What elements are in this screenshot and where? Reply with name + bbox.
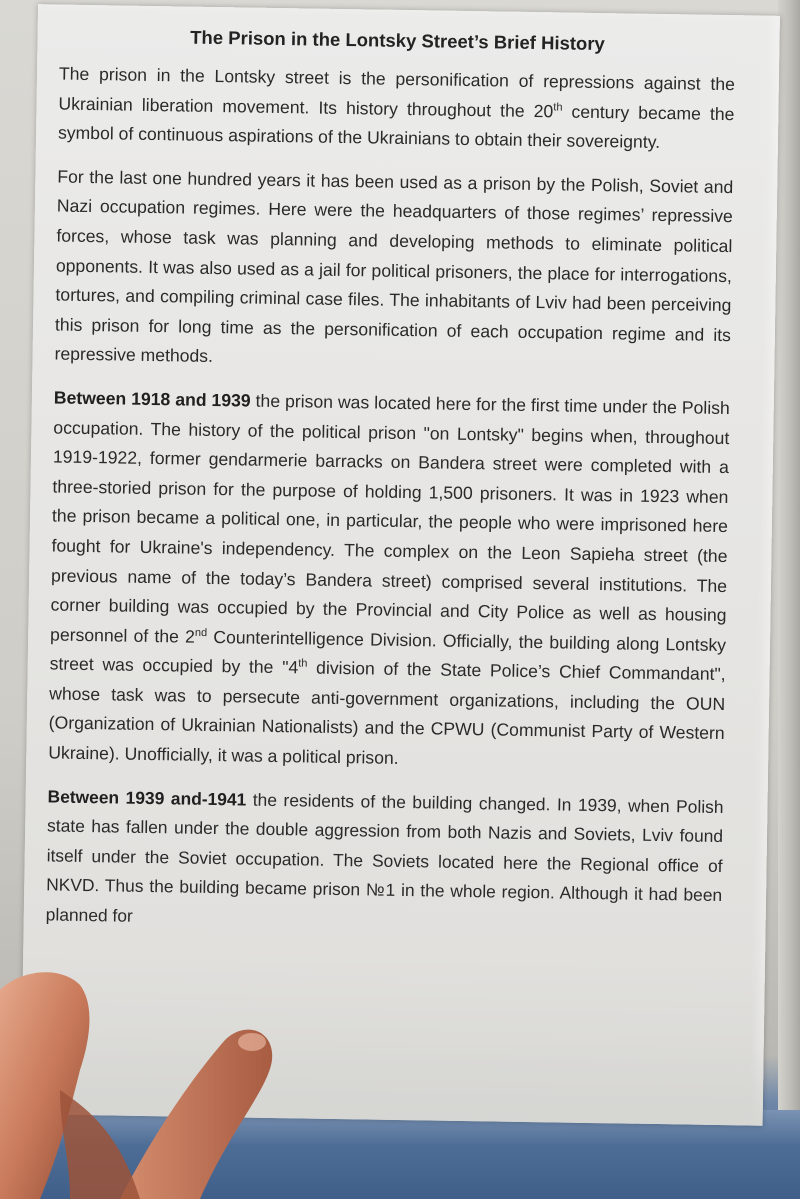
paragraph-occupation: For the last one hundred years it has been used as a prison by the Polish, Soviet and Nazi occupation regimes. Here were the headquarters of those regimes’ repressive forces, whose task was planning and developing methods to eliminate political opponents. It was also used as a jail for political prisoners, the place for interrogations, tortures, and compiling criminal case files. The inhabitants of Lviv had been perceiving this prison for long time as the personification of each occupation regime and its repressive methods.	[54, 166, 734, 367]
document-title: The Prison in the Lontsky Street’s Brief History	[190, 26, 605, 55]
period-heading-1918-1939: Between 1918 and 1939	[53, 387, 251, 411]
superscript-th: th	[553, 101, 563, 114]
paragraph-1918-text-b: Counterintelligence Division. Officially, the building along Lontsky street was occupied by the "4	[49, 626, 727, 678]
period-heading-1939-1941: Between 1939 and-1941	[47, 786, 247, 810]
paragraph-1939-1941	[46, 782, 724, 941]
paragraph-intro-text-b: century became the symbol of continuous aspirations of the Ukrainians to obtain their sovereignty.	[57, 101, 735, 153]
paragraph-1918-text-a: the prison was located here for the first time under the Polish occupation. The history of the political prison "on Lontsky" begins when, throughout 1919-1922, former gendarmerie barracks on Bandera street were completed with a three-storied prison for the purpose of holding 1,500 prisoners. It was in 1923 when the prison became a political one, in particular, the people who were imprisoned here fought for Ukraine's independency. The complex on the Leon Sapieha street (the previous name of the today’s Bandera street) comprised several institutions. The corner building was occupied by the Provincial and City Police as well as housing personnel of the 2	[49, 390, 730, 647]
superscript-nd: nd	[194, 626, 208, 639]
superscript-th-2: th	[298, 657, 308, 670]
paragraph-intro-text-a: The prison in the Lontsky street is the personification of repressions against the Ukrainian liberation movement. Its history throughout the 20	[58, 63, 736, 121]
paragraph-1918-1939	[48, 383, 730, 778]
sheet-bottom-shade	[21, 1034, 764, 1126]
paragraph-1918-text-c: division of the State Police’s Chief Commandant", whose task was to persecute anti-government organizations, including the OUN (Organization of Ukrainian Nationalists) and the CPWU (Communist Party of Western Ukraine). Unofficially, it was a political prison.	[48, 657, 726, 768]
paragraph-intro	[58, 60, 735, 159]
information-sheet	[21, 4, 780, 1126]
paragraph-1939-text: the residents of the building changed. In 1939, when Polish state has fallen under the double aggression from both Nazis and Soviets, Lviv found itself under the Soviet occupation. The Soviets located here the Regional office of NKVD. Thus the building became prison №1 in the whole region. Although it had been planned for	[45, 789, 724, 926]
sheet-content	[45, 25, 735, 955]
frame-edge	[778, 0, 800, 1130]
